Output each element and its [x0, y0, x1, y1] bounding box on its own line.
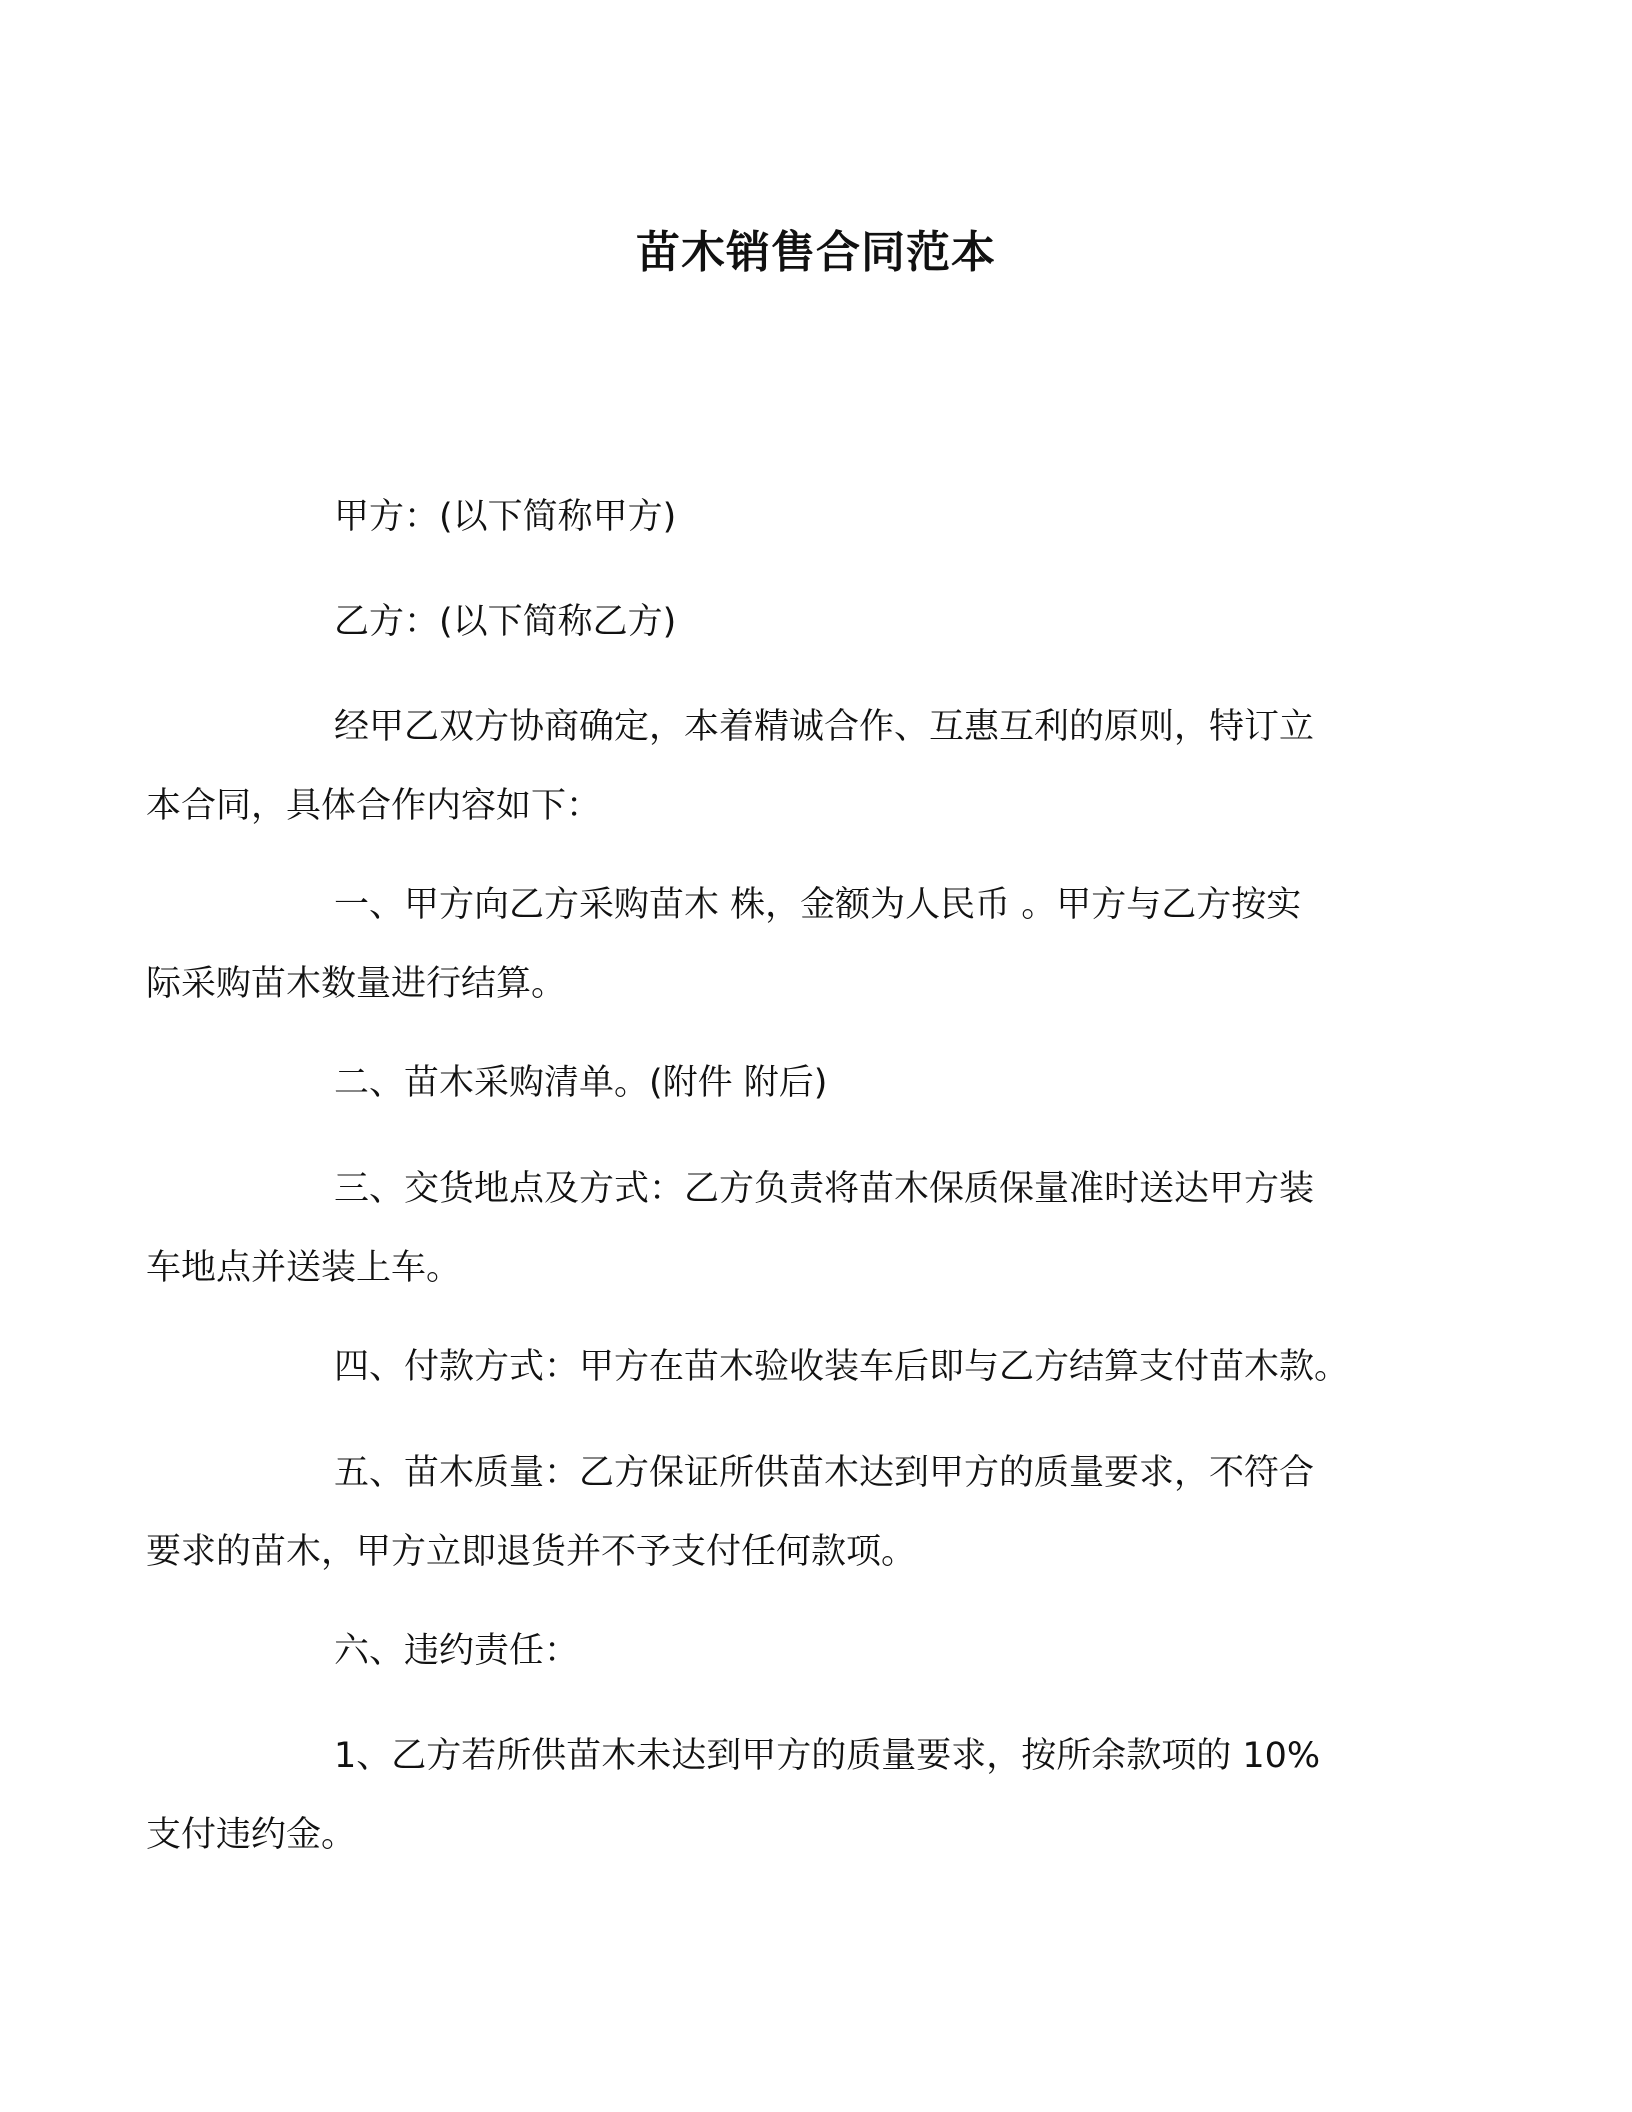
paragraph-line: 三、交货地点及方式：乙方负责将苗木保质保量准时送达甲方装 — [334, 1169, 1315, 1209]
clause-6-item-1 — [146, 1717, 1400, 1875]
paragraph-line: 1、乙方若所供苗木未达到甲方的质量要求，按所余款项的 10% — [334, 1736, 1321, 1776]
clause-1 — [146, 866, 1400, 1024]
paragraph-line: 本合同，具体合作内容如下： — [146, 786, 602, 826]
paragraph-line: 四、付款方式：甲方在苗木验收装车后即与乙方结算支付苗木款。 — [334, 1347, 1350, 1387]
paragraph-line: 要求的苗木，甲方立即退货并不予支付任何款项。 — [146, 1532, 917, 1572]
paragraph-line: 六、违约责任： — [334, 1631, 580, 1671]
preamble-paragraph — [146, 688, 1400, 846]
clause-6-heading — [240, 1612, 1400, 1691]
paragraph-line: 车地点并送装上车。 — [146, 1248, 462, 1288]
clause-5 — [146, 1434, 1400, 1592]
clause-4 — [240, 1328, 1400, 1407]
paragraph-line: 甲方：(以下简称甲方) — [334, 497, 677, 537]
party-b-line — [240, 583, 1400, 662]
paragraph-line: 一、甲方向乙方采购苗木 株，金额为人民币 。甲方与乙方按实 — [334, 885, 1302, 925]
paragraph-line: 经甲乙双方协商确定，本着精诚合作、互惠互利的原则，特订立 — [334, 707, 1315, 747]
paragraph-line: 五、苗木质量：乙方保证所供苗木达到甲方的质量要求，不符合 — [334, 1453, 1315, 1493]
clause-2 — [240, 1044, 1400, 1123]
paragraph-line: 际采购苗木数量进行结算。 — [146, 964, 567, 1004]
paragraph-line: 支付违约金。 — [146, 1815, 357, 1855]
party-a-line — [240, 478, 1400, 557]
paragraph-line: 乙方：(以下简称乙方) — [334, 602, 677, 642]
clause-3 — [146, 1150, 1400, 1308]
document-title: 苗木销售合同范本 — [636, 227, 996, 278]
paragraph-line: 二、苗木采购清单。(附件 附后) — [334, 1063, 828, 1103]
